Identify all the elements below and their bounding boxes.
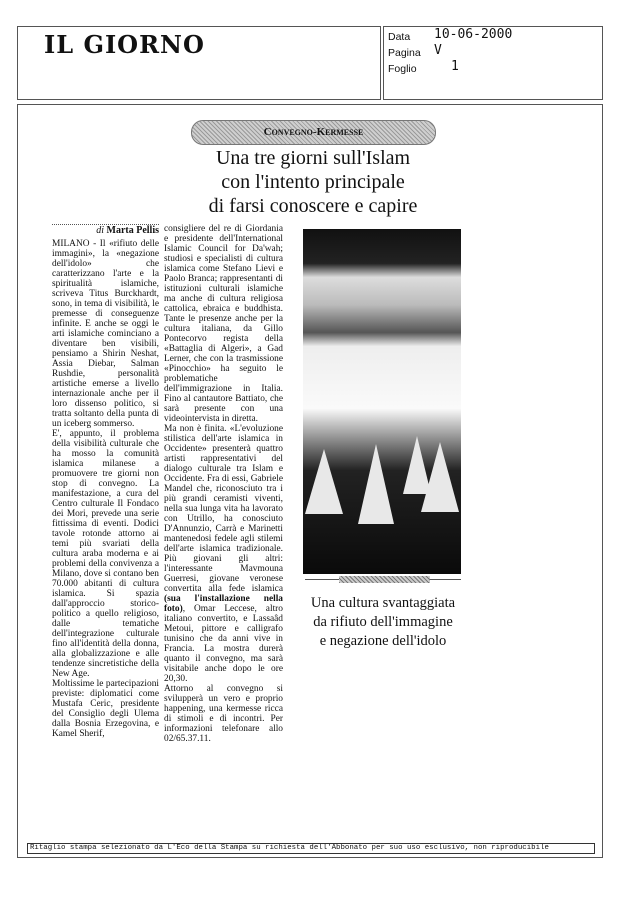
caption-bar <box>339 576 430 583</box>
headline <box>150 146 476 218</box>
paragraph: E', appunto, il problema della visibilità culturale che ha mosso la comunità islamica milanese a promuovere tre giorni non stop di convegno. La manifestazione, a cura del Centro culturale Il Fondaco dei Mori, prevede una serie fittissima di eventi. Dodici tavole rotonde attorno ai temi più svariati della cultura araba moderna e ai problemi della convivenza a Milano, dove si contano ben 70.000 abitanti di cultura islamica. Si spazia dall'approccio storico-politico a quello religioso, dalle tematiche dell'integrazione culturale fino all'identità della donna, alla globalizzazione e alle tendenze sincretistiche della New Age. <box>52 429 159 679</box>
article-column-2 <box>164 224 283 744</box>
article-column-1 <box>52 239 159 739</box>
headline-line: Una tre giorni sull'Islam <box>215 147 411 169</box>
text: , Omar Leccese, altro italiano convertito, e Lassaâd Metoui, pittore e calligrafo tunisino che da anni vive in Francia. La mostra durerà quanto il convegno, ma sarà visitabile anche dopo le ore 20,30. <box>164 604 283 684</box>
page-value: V <box>434 43 442 58</box>
photo-caption <box>293 594 473 651</box>
headline-line: con l'intento principale <box>221 171 405 193</box>
veiled-figure <box>403 436 431 494</box>
date-value: 10-06-2000 <box>434 27 513 42</box>
publication-logo: IL GIORNO <box>44 30 205 59</box>
caption-line: e negazione dell'idolo <box>319 633 447 649</box>
paragraph: consigliere del re di Giordania e presidente dell'International Islamic Council for Da'wah; studiosi e specialisti di cultura islamica come Stefano Lievi e Paolo Branca; rappresentanti di istituzioni culturali islamiche ma anche di cultura religiosa cattolica, ebraica e buddhista. Tante le presenze anche per la cultura italiana, da Gillo Pontecorvo regista della «Battaglia di Algeri», a Gad Lerner, che con la trasmissione «Pinocchio» ha seguito le problematiche dell'immigrazione in Italia. Fino al cantautore Battiato, che sarà presente con una videointervista in diretta. <box>164 224 283 424</box>
byline-prefix: di <box>96 225 105 236</box>
sheet-label: Foglio <box>388 63 417 75</box>
page-label: Pagina <box>388 47 421 59</box>
paragraph <box>164 424 283 684</box>
date-label: Data <box>388 31 411 43</box>
paragraph: MILANO - Il «rifiuto delle immagini», la «negazione dell'idolo» che caratterizzano l'arte e la spiritualità islamiche, scriveva Titus Burckhardt, sono, in tema di visibilità, le premesse di conseguenze infinite. E anche se oggi le arti islamiche cominciano a diventare ben visibili, pensiamo a Shirin Neshat, Assia Diebar, Salman Rushdie, personalità artistiche emerse a livello internazionale anche per il loro dissenso politico, si tratta soltanto della punta di un iceberg sommerso. <box>52 239 159 429</box>
paragraph: Moltissime le partecipazioni previste: diplomatici come Mustafa Ceric, presidente del Consiglio degli Ulema dalla Bosnia Erzegovina, e Kamel Sherif, <box>52 679 159 739</box>
byline <box>52 224 159 237</box>
clipping-notice: Ritaglio stampa selezionato da L'Eco della Stampa su richiesta dell'Abbonato per suo uso esclusivo, non riproducibile <box>27 843 595 854</box>
veiled-figure <box>305 449 343 514</box>
sheet-value: 1 <box>451 59 459 74</box>
installation-photo <box>303 229 461 574</box>
veiled-figure <box>358 444 394 524</box>
headline-line: di farsi conoscere e capire <box>208 195 418 217</box>
caption-line: da rifiuto dell'immagine <box>313 614 453 630</box>
photo-reference: (sua l'installazione nella foto) <box>164 594 283 614</box>
byline-author: Marta Pellis <box>106 225 159 236</box>
caption-line: Una cultura svantaggiata <box>310 595 456 611</box>
section-banner: Convegno-Kermesse <box>191 120 436 145</box>
text: Ma non è finita. «L'evoluzione stilistica dell'arte islamica in Occidente» presenterà quattro artisti rappresentativi del dialogo culturale tra Islam e Occidente. Fra di essi, Gabriele Mandel che, riconosciuto tra i più grandi ceramisti viventi, nella sua lunga vita ha lavorato con Utrillo, ha conosciuto D'Annunzio, Carrà e Marinetti mantenedosi fedele agli stilemi dell'arte islamica tradizionale. Più giovani gli altri: l'interessante Mavmouna Guerresi, giovane veronese convertita alla fede islamica <box>164 424 283 594</box>
paragraph: Attorno al convegno si svilupperà un vero e proprio happening, una kermesse ricca di stimoli e di incontri. Per informazioni telefonare allo 02/65.37.11. <box>164 684 283 744</box>
